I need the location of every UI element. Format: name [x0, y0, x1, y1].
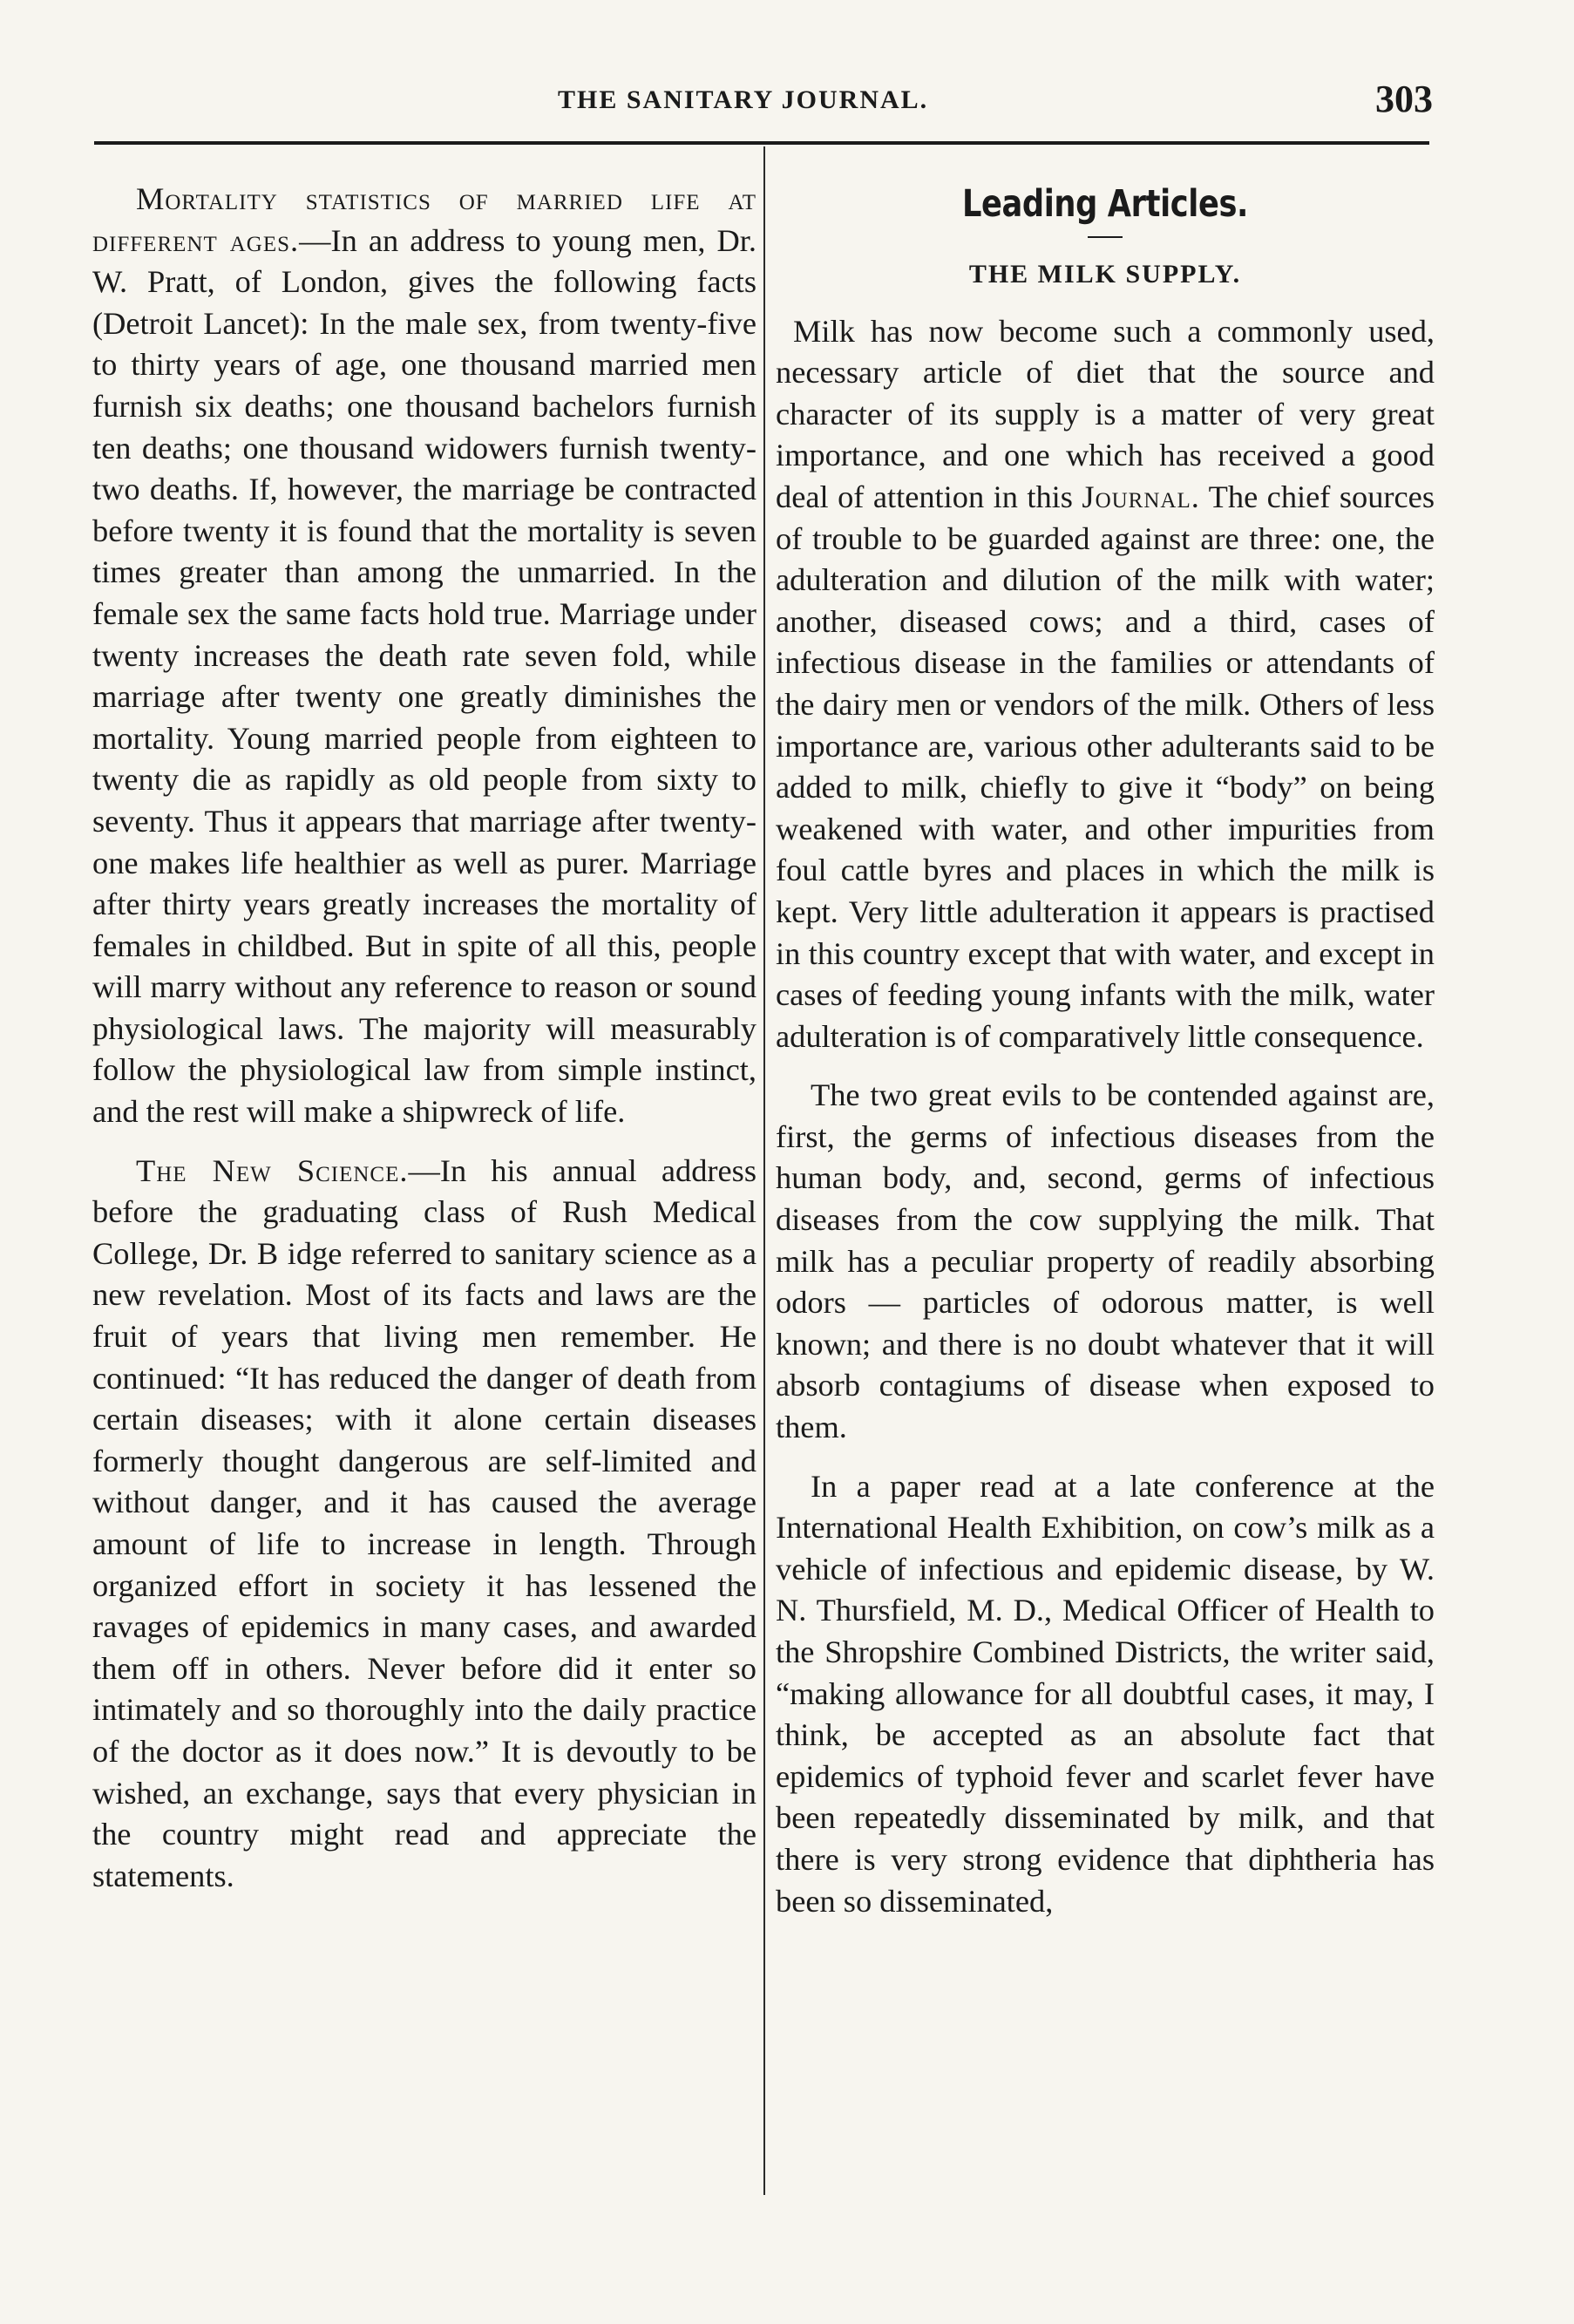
column-divider [763, 146, 765, 2195]
left-column [92, 179, 756, 1914]
page-number: 303 [1375, 78, 1433, 120]
article-title: THE MILK SUPPLY. [968, 260, 1242, 289]
paragraph-body: —In his annual address before the graduating class of Rush Medical College, Dr. B idge referred to sanitary science as a new revelation. Most of its facts and laws are the fruit of years that living men remember. He continued: “It has reduced the danger of death from certain diseases; with it alone certain diseases formerly thought dangerous are self-limited and without danger, and it has caused the average amount of life to increase in length. Through organized effort in society it has lessened the ravages of epidemics in many cases, and awarded them off in others. Never before did it enter so intimately and so thoroughly into the daily practice of the doctor as it does now.” It is devoutly to be wished, an exchange, says that every physician in the country might read and appreciate the statements. [92, 1152, 756, 1893]
paragraph-heading: The New Science. [136, 1152, 409, 1188]
paragraph-mortality-statistics [92, 179, 756, 1133]
paragraph-milk-intro [776, 311, 1435, 1058]
journal-word: Journal. [1082, 479, 1200, 514]
right-column [776, 179, 1435, 1940]
running-head: THE SANITARY JOURNAL. [558, 85, 929, 114]
paragraph-conference: In a paper read at a late conference at the International Health Exhibition, on cow’s milk as a vehicle of infectious and epidemic disease, by W. N. Thursfield, M. D., Medical Officer of Health to the Shropshire Combined Districts, the writer said, “making allowance for all doubtful cases, it may, I think, be accepted as an absolute fact that epidemics of typhoid fever and scarlet fever have been repeatedly disseminated by milk, and that there is very strong evidence that diphtheria has been so disseminated, [776, 1468, 1435, 1919]
header-rule [94, 141, 1429, 145]
paragraph-text: The chief sources of trouble to be guarded against are three: one, the adulteration and dilution of the milk with water; another, diseased cows; and a third, cases of infectious disease in the families or attendants of the dairy men or vendors of the milk. Others of less importance are, various other adulterants said to be added to milk, chiefly to give it “body” on being weakened with water, and other impurities from foul cattle byres and places in which the milk is kept. Very little adulteration it appears is practised in this country except that with water, and except in cases of feeding young infants with the milk, water adulteration is of comparatively little consequence. [776, 479, 1435, 1054]
paragraph-heading: Mortality statistics of married life at different ages. [92, 181, 756, 258]
paragraph-text: Milk has now become such a commonly used, necessary article of diet that the source and character of its supply is a matter of very great importance, and one which has received a good deal of attention in this [776, 313, 1435, 514]
paragraph-new-science [92, 1151, 756, 1898]
paragraph-two-evils: The two great evils to be contended against are, first, the germs of infectious diseases from the human body, and, second, germs of infectious diseases from the cow supplying the milk. That milk has a peculiar property of readily absorbing odors — particles of odorous matter, is well known; and there is no doubt whatever that it will absorb contagiums of disease when exposed to them. [776, 1077, 1435, 1445]
paragraph-body: —In an address to young men, Dr. W. Pratt, of London, gives the following facts (Detroit Lancet): In the male sex, from twenty-five to thirty years of age, one thousand married men furnish six deaths; one thousand bachelors furnish ten deaths; one thousand widowers furnish twenty-two deaths. If, however, the marriage be contracted before twenty it is found that the mortality is seven times greater than among the unmarried. In the female sex the same facts hold true. Marriage under twenty increases the death rate seven fold, while marriage after twenty one greatly diminishes the mortality. Young married people from eighteen to twenty die as rapidly as old people from sixty to seventy. Thus it appears that marriage after twenty-one makes life healthier as well as purer. Marriage after thirty years greatly increases the mortality of females in childbed. But in spite of all this, people will marry without any reference to reason or sound physiological laws. The majority will measurably follow the physiological law from simple instinct, and the rest will make a shipwreck of life. [92, 222, 756, 1130]
section-title: Leading Articles. [961, 182, 1249, 226]
title-rule [1088, 236, 1123, 238]
